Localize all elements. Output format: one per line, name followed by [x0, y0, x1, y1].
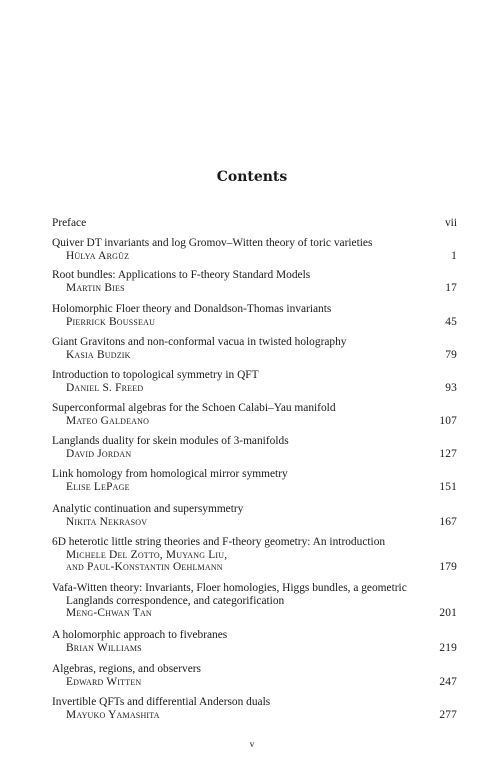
entry-author: Mateo Galdeano — [66, 414, 150, 427]
entry-title-continued: Langlands correspondence, and categorification — [66, 594, 285, 607]
entry-page: 247 — [439, 675, 457, 688]
entry-title: Algebras, regions, and observers — [52, 663, 201, 675]
entry-author: Nikita Nekrasov — [66, 515, 148, 528]
entry-page: 127 — [439, 447, 457, 460]
entry-title: Langlands duality for skein modules of 3-manifolds — [52, 435, 289, 447]
contents-title: Contents — [216, 169, 288, 185]
entry-author: Kasia Budzik — [66, 348, 131, 361]
toc-entry[interactable] — [52, 336, 457, 361]
entry-author: Mayuko Yamashita — [66, 708, 160, 721]
entry-page: 17 — [445, 281, 457, 294]
entry-page: 151 — [439, 480, 457, 493]
entry-author: Brian Williams — [66, 641, 142, 654]
entry-title: Root bundles: Applications to F-theory Standard Models — [52, 269, 311, 281]
entry-page: 201 — [439, 607, 457, 619]
entry-title: 6D heterotic little string theories and F-theory geometry: An introduction — [52, 536, 386, 548]
toc-entry[interactable] — [52, 503, 457, 528]
page-number-footer: v — [249, 739, 255, 749]
entry-page: 107 — [439, 414, 457, 427]
entry-page: 79 — [445, 348, 457, 361]
entry-author: Michele Del Zotto, Muyang Liu, — [66, 548, 228, 561]
entry-title: Holomorphic Floer theory and Donaldson-Thomas invariants — [52, 303, 332, 315]
toc-entry[interactable] — [52, 237, 457, 262]
entry-title: Analytic continuation and supersymmetry — [52, 503, 244, 515]
entry-author: Meng-Chwan Tan — [66, 607, 152, 619]
entry-title: Introduction to topological symmetry in QFT — [52, 369, 259, 381]
entry-title: Vafa-Witten theory: Invariants, Floer homologies, Higgs bundles, a geometric — [52, 582, 407, 594]
entry-author: David Jordan — [66, 447, 132, 460]
entry-title: Superconformal algebras for the Schoen Calabi–Yau manifold — [52, 402, 336, 414]
toc-entry[interactable] — [52, 468, 457, 493]
toc-entry[interactable] — [52, 663, 457, 688]
toc-entry[interactable] — [52, 402, 457, 427]
entry-author: Elise LePage — [66, 480, 130, 493]
entry-author: Daniel S. Freed — [66, 381, 144, 394]
entry-title: Link homology from homological mirror symmetry — [52, 468, 288, 480]
toc-entry[interactable] — [52, 369, 457, 394]
toc-entry[interactable] — [52, 696, 457, 721]
entry-author: Hülya Argüz — [66, 249, 130, 262]
entry-title: Invertible QFTs and differential Anderson duals — [52, 696, 271, 708]
toc-entry[interactable] — [52, 582, 457, 620]
entry-page: 277 — [439, 708, 457, 721]
entry-author: Martin Bies — [66, 281, 125, 294]
toc-entry[interactable] — [52, 217, 457, 230]
entry-page: 179 — [439, 561, 457, 573]
toc-entry[interactable] — [52, 536, 457, 574]
toc-entry[interactable] — [52, 269, 457, 294]
toc-entry[interactable] — [52, 629, 457, 654]
entry-author: and Paul-Konstantin Oehlmann — [66, 561, 223, 573]
entry-title: Preface — [52, 217, 87, 229]
entry-page: 167 — [439, 515, 457, 528]
entry-page: vii — [444, 217, 457, 229]
entry-title: Quiver DT invariants and log Gromov–Witten theory of toric varieties — [52, 237, 373, 249]
entry-page: 219 — [439, 641, 457, 654]
entry-author: Edward Witten — [66, 675, 142, 688]
entry-page: 1 — [451, 249, 457, 262]
toc-entry[interactable] — [52, 303, 457, 328]
entry-page: 45 — [445, 315, 457, 328]
entry-page: 93 — [445, 381, 457, 394]
toc-entry[interactable] — [52, 435, 457, 460]
entry-title: Giant Gravitons and non-conformal vacua in twisted holography — [52, 336, 347, 348]
entry-title: A holomorphic approach to fivebranes — [52, 629, 228, 641]
entry-author: Pierrick Bousseau — [66, 315, 156, 328]
